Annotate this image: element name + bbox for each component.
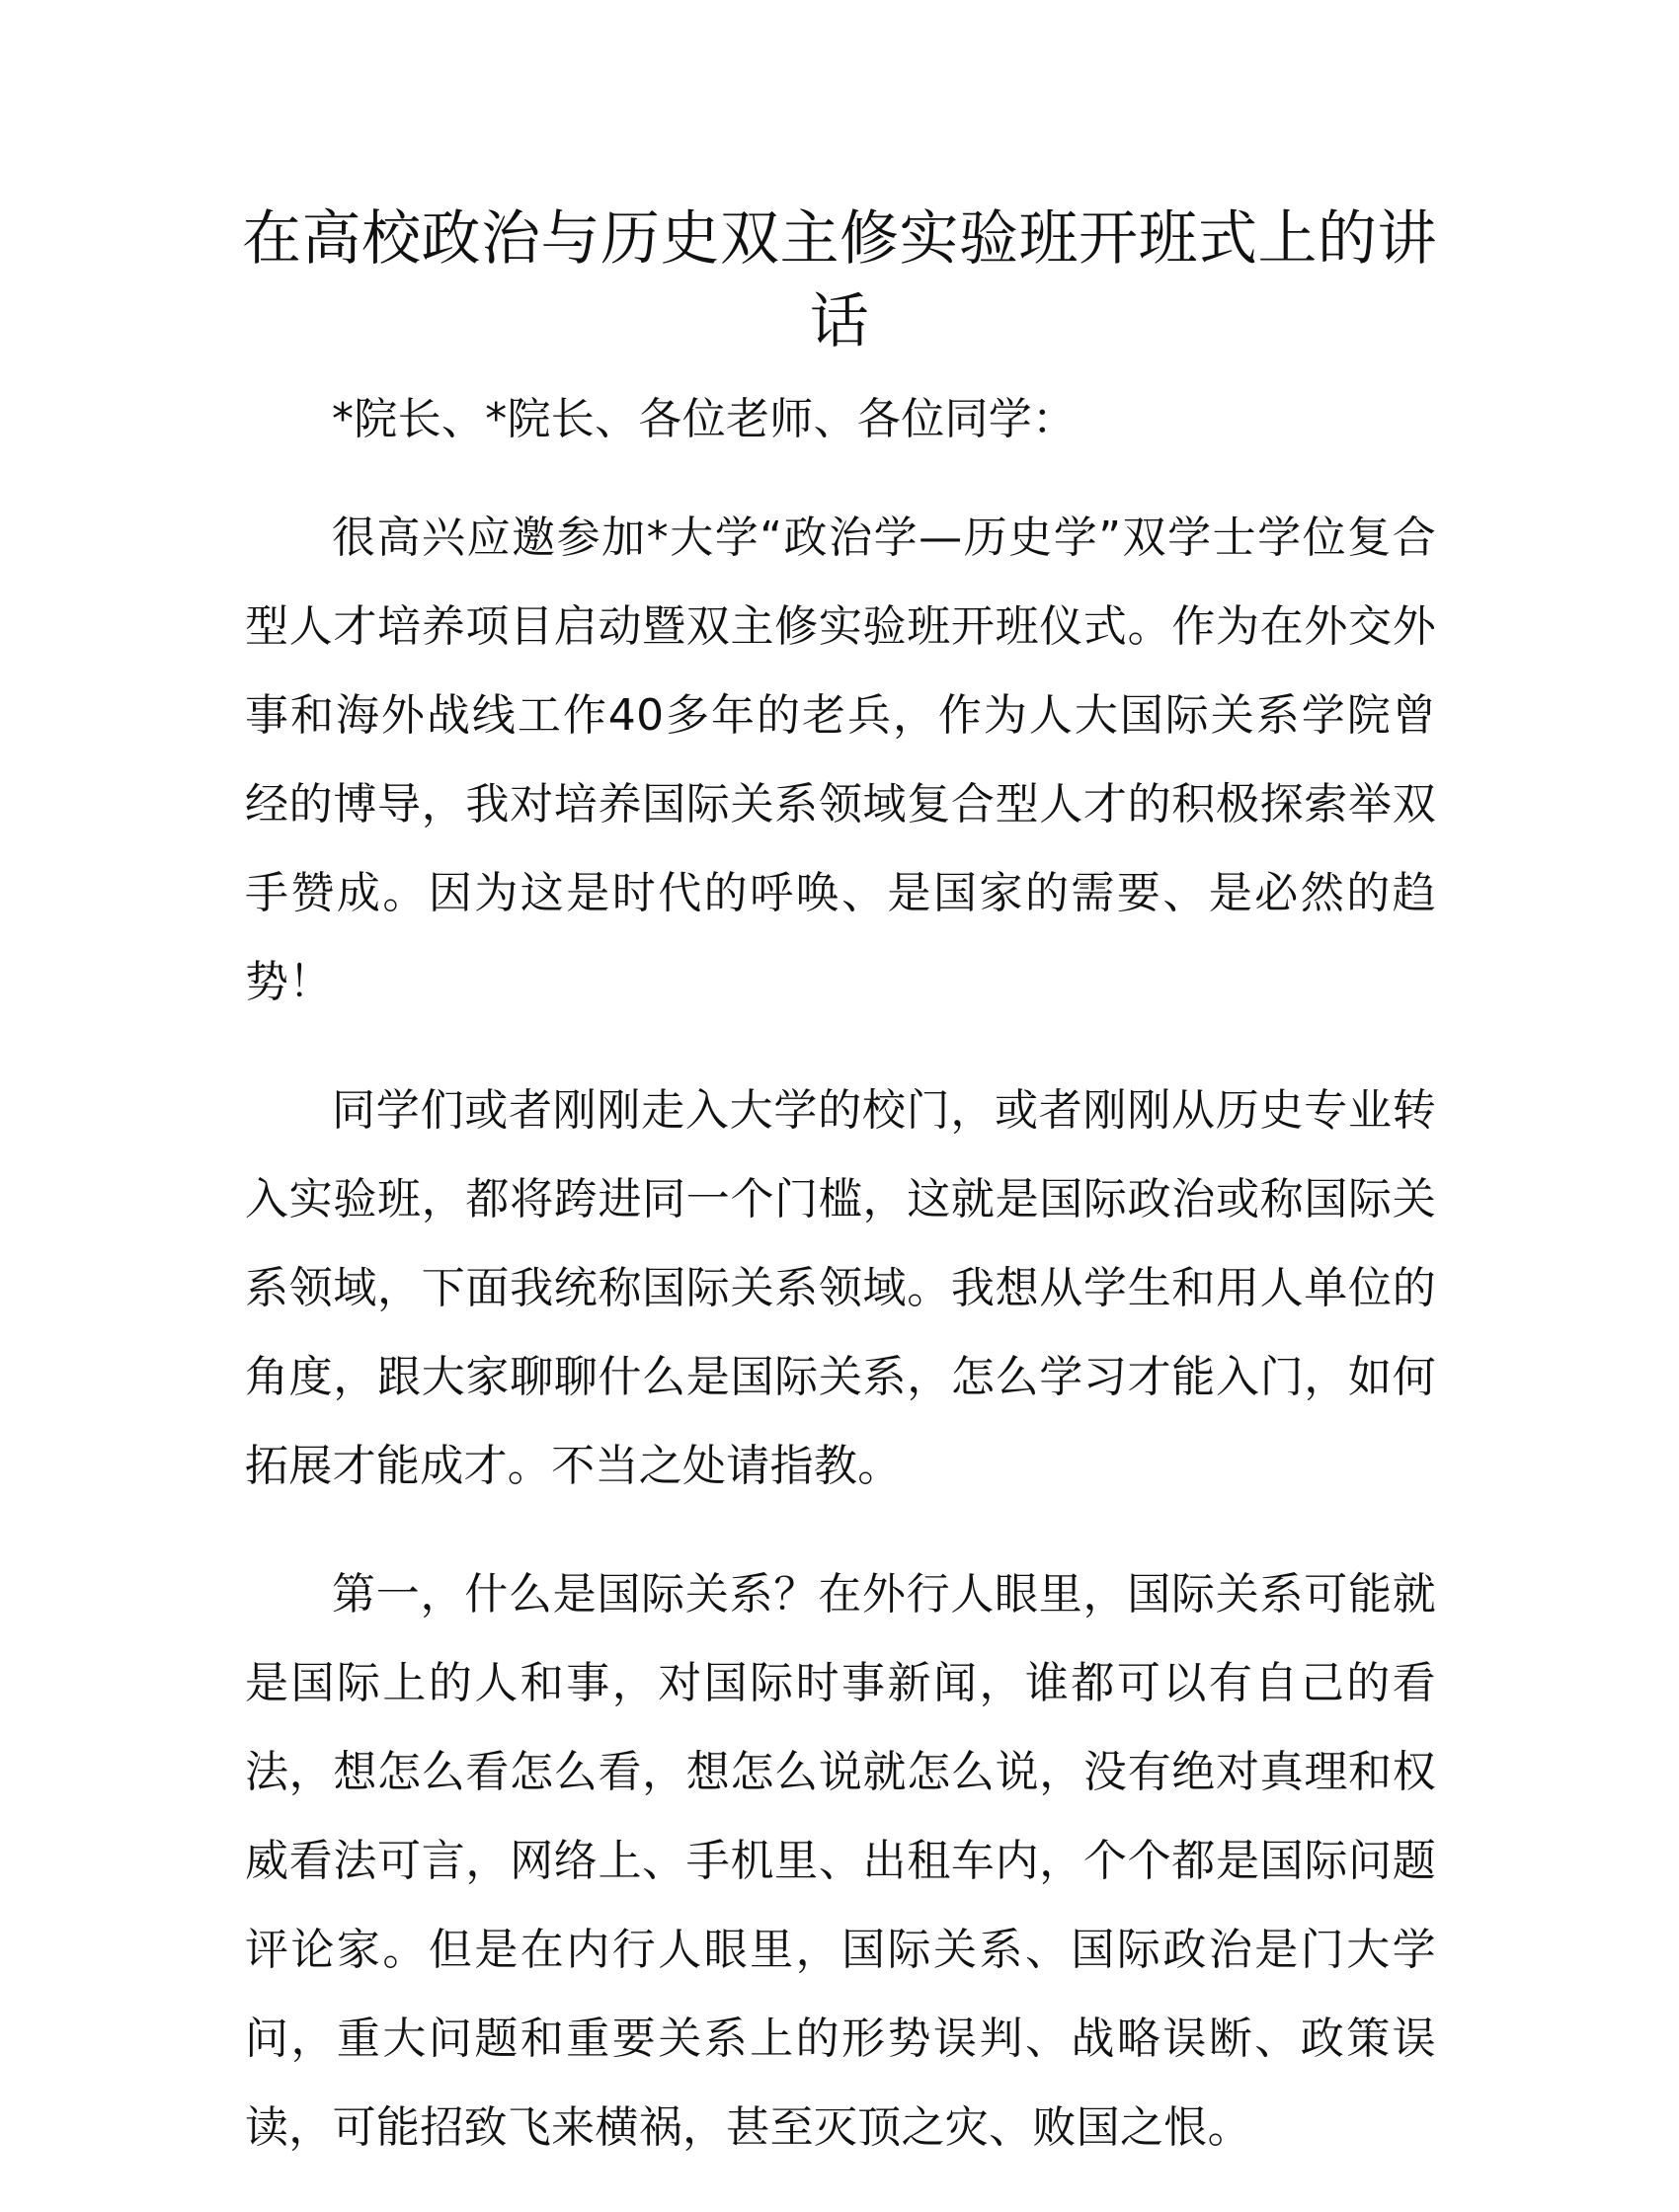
paragraph-2: 同学们或者刚刚走入大学的校门，或者刚刚从历史专业转入实验班，都将跨进同一个门槛，这就是国际政治或称国际关系领域，下面我统称国际关系领域。我想从学生和用人单位的角度，跟大家聊聊什么是国际关系，怎么学习才能入门，如何拓展才能成才。不当之处请指教。 (245, 1085, 1436, 1491)
paragraph-3: 第一，什么是国际关系？在外行人眼里，国际关系可能就是国际上的人和事，对国际时事新闻，谁都可以有自己的看法，想怎么看怎么看，想怎么说就怎么说，没有绝对真理和权威看法可言，网络上、手机里、出租车内，个个都是国际问题评论家。但是在内行人眼里，国际关系、国际政治是门大学问，重大问题和重要关系上的形势误判、战略误断、政策误读，可能招致飞来横祸，甚至灭顶之灾、败国之恨。 (245, 1569, 1436, 2153)
salutation: *院长、*院长、各位老师、各位同学： (332, 394, 1077, 444)
document-title: 在高校政治与历史双主修实验班开班式上的讲话 (242, 204, 1437, 356)
document-body (245, 375, 1436, 2212)
paragraph-1: 很高兴应邀参加*大学“政治学—历史学”双学士学位复合型人才培养项目启动暨双主修实验班开班仪式。作为在外交外事和海外战线工作40多年的老兵，作为人大国际关系学院曾经的博导，我对培养国际关系领域复合型人才的积极探索举双手赞成。因为这是时代的呼唤、是国家的需要、是必然的趋势！ (245, 513, 1436, 1007)
